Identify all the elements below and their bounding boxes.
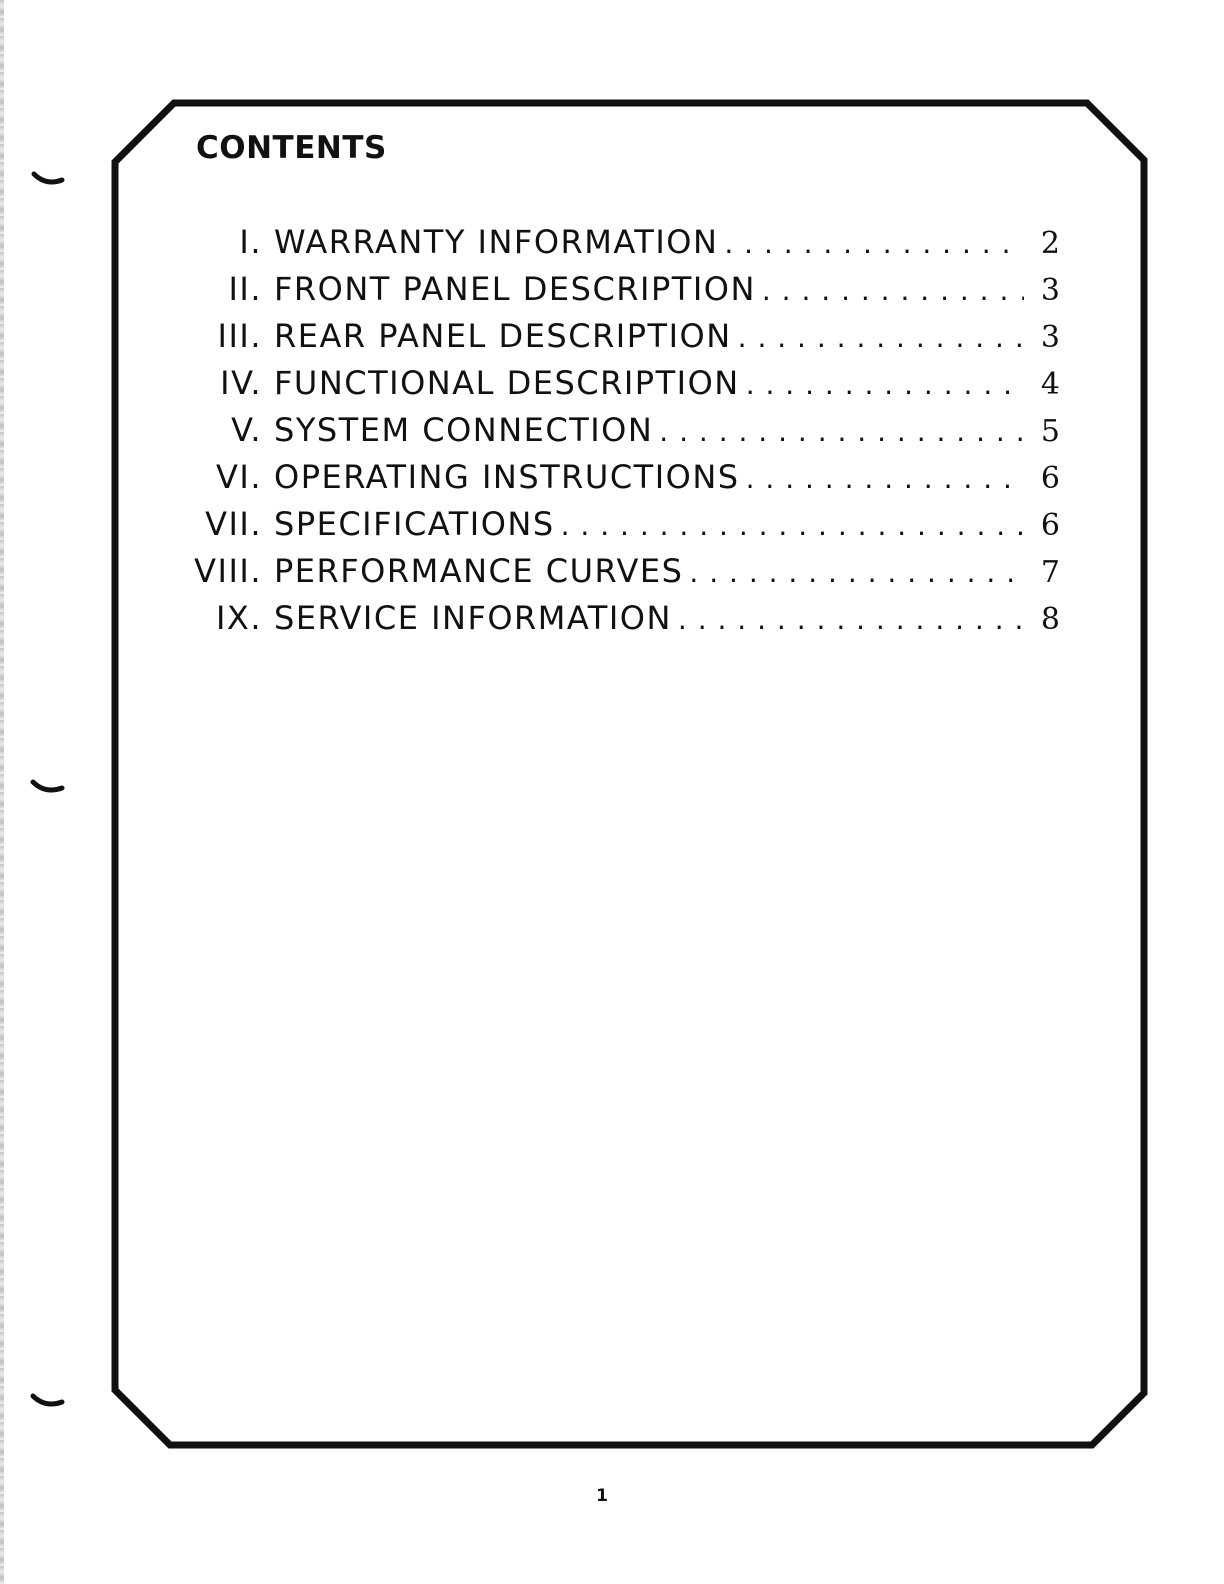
toc-title: SPECIFICATIONS (274, 505, 555, 543)
toc-numeral: IV. (220, 364, 262, 402)
toc-numeral: III. (217, 317, 262, 355)
table-of-contents (190, 222, 1060, 645)
toc-page-number: 6 (1040, 461, 1060, 496)
toc-title: SERVICE INFORMATION (274, 599, 672, 637)
toc-entry[interactable] (190, 598, 1060, 645)
toc-numeral: I. (239, 223, 262, 261)
dot-leader (659, 412, 1024, 452)
toc-title: WARRANTY INFORMATION (274, 223, 719, 261)
dot-leader (689, 553, 1024, 593)
toc-entry[interactable] (190, 410, 1060, 457)
toc-entry[interactable] (190, 363, 1060, 410)
binder-hole-mark-top (34, 174, 62, 182)
toc-numeral: IX. (215, 599, 262, 637)
toc-entry-line (274, 363, 1060, 405)
toc-numeral: VI. (216, 458, 262, 496)
toc-entry-line (274, 269, 1060, 311)
toc-title: FRONT PANEL DESCRIPTION (274, 270, 756, 308)
toc-page-number: 2 (1040, 226, 1060, 261)
dot-leader (746, 365, 1024, 405)
toc-entry-line (274, 457, 1060, 499)
dot-leader (746, 459, 1024, 499)
page-number: 1 (596, 1486, 608, 1506)
toc-title: OPERATING INSTRUCTIONS (274, 458, 740, 496)
toc-entry-line (274, 410, 1060, 452)
toc-entry-line (274, 222, 1060, 264)
toc-title: SYSTEM CONNECTION (274, 411, 654, 449)
dot-leader (678, 600, 1024, 640)
dot-leader (561, 506, 1024, 546)
toc-page-number: 4 (1040, 367, 1060, 402)
dot-leader (724, 224, 1024, 264)
binder-hole-mark-bottom (33, 1396, 62, 1404)
binder-hole-mark-middle (33, 782, 62, 790)
toc-entry[interactable] (190, 316, 1060, 363)
contents-heading: CONTENTS (196, 130, 387, 166)
toc-title: PERFORMANCE CURVES (274, 552, 684, 590)
toc-entry[interactable] (190, 222, 1060, 269)
toc-page-number: 5 (1040, 414, 1060, 449)
toc-entry[interactable] (190, 269, 1060, 316)
toc-title: FUNCTIONAL DESCRIPTION (274, 364, 740, 402)
toc-numeral: VII. (205, 505, 262, 543)
toc-page-number: 3 (1040, 320, 1060, 355)
toc-entry-line (274, 551, 1060, 593)
toc-entry-line (274, 316, 1060, 358)
toc-numeral: VIII. (194, 552, 262, 590)
toc-entry-line (274, 504, 1060, 546)
toc-numeral: II. (228, 270, 262, 308)
toc-page-number: 7 (1040, 555, 1060, 590)
dot-leader (762, 271, 1024, 311)
toc-page-number: 8 (1040, 602, 1060, 637)
toc-entry[interactable] (190, 457, 1060, 504)
toc-entry[interactable] (190, 504, 1060, 551)
toc-numeral: V. (231, 411, 262, 449)
toc-page-number: 3 (1040, 273, 1060, 308)
toc-title: REAR PANEL DESCRIPTION (274, 317, 732, 355)
toc-entry-line (274, 598, 1060, 640)
toc-page-number: 6 (1040, 508, 1060, 543)
dot-leader (738, 318, 1024, 358)
toc-entry[interactable] (190, 551, 1060, 598)
